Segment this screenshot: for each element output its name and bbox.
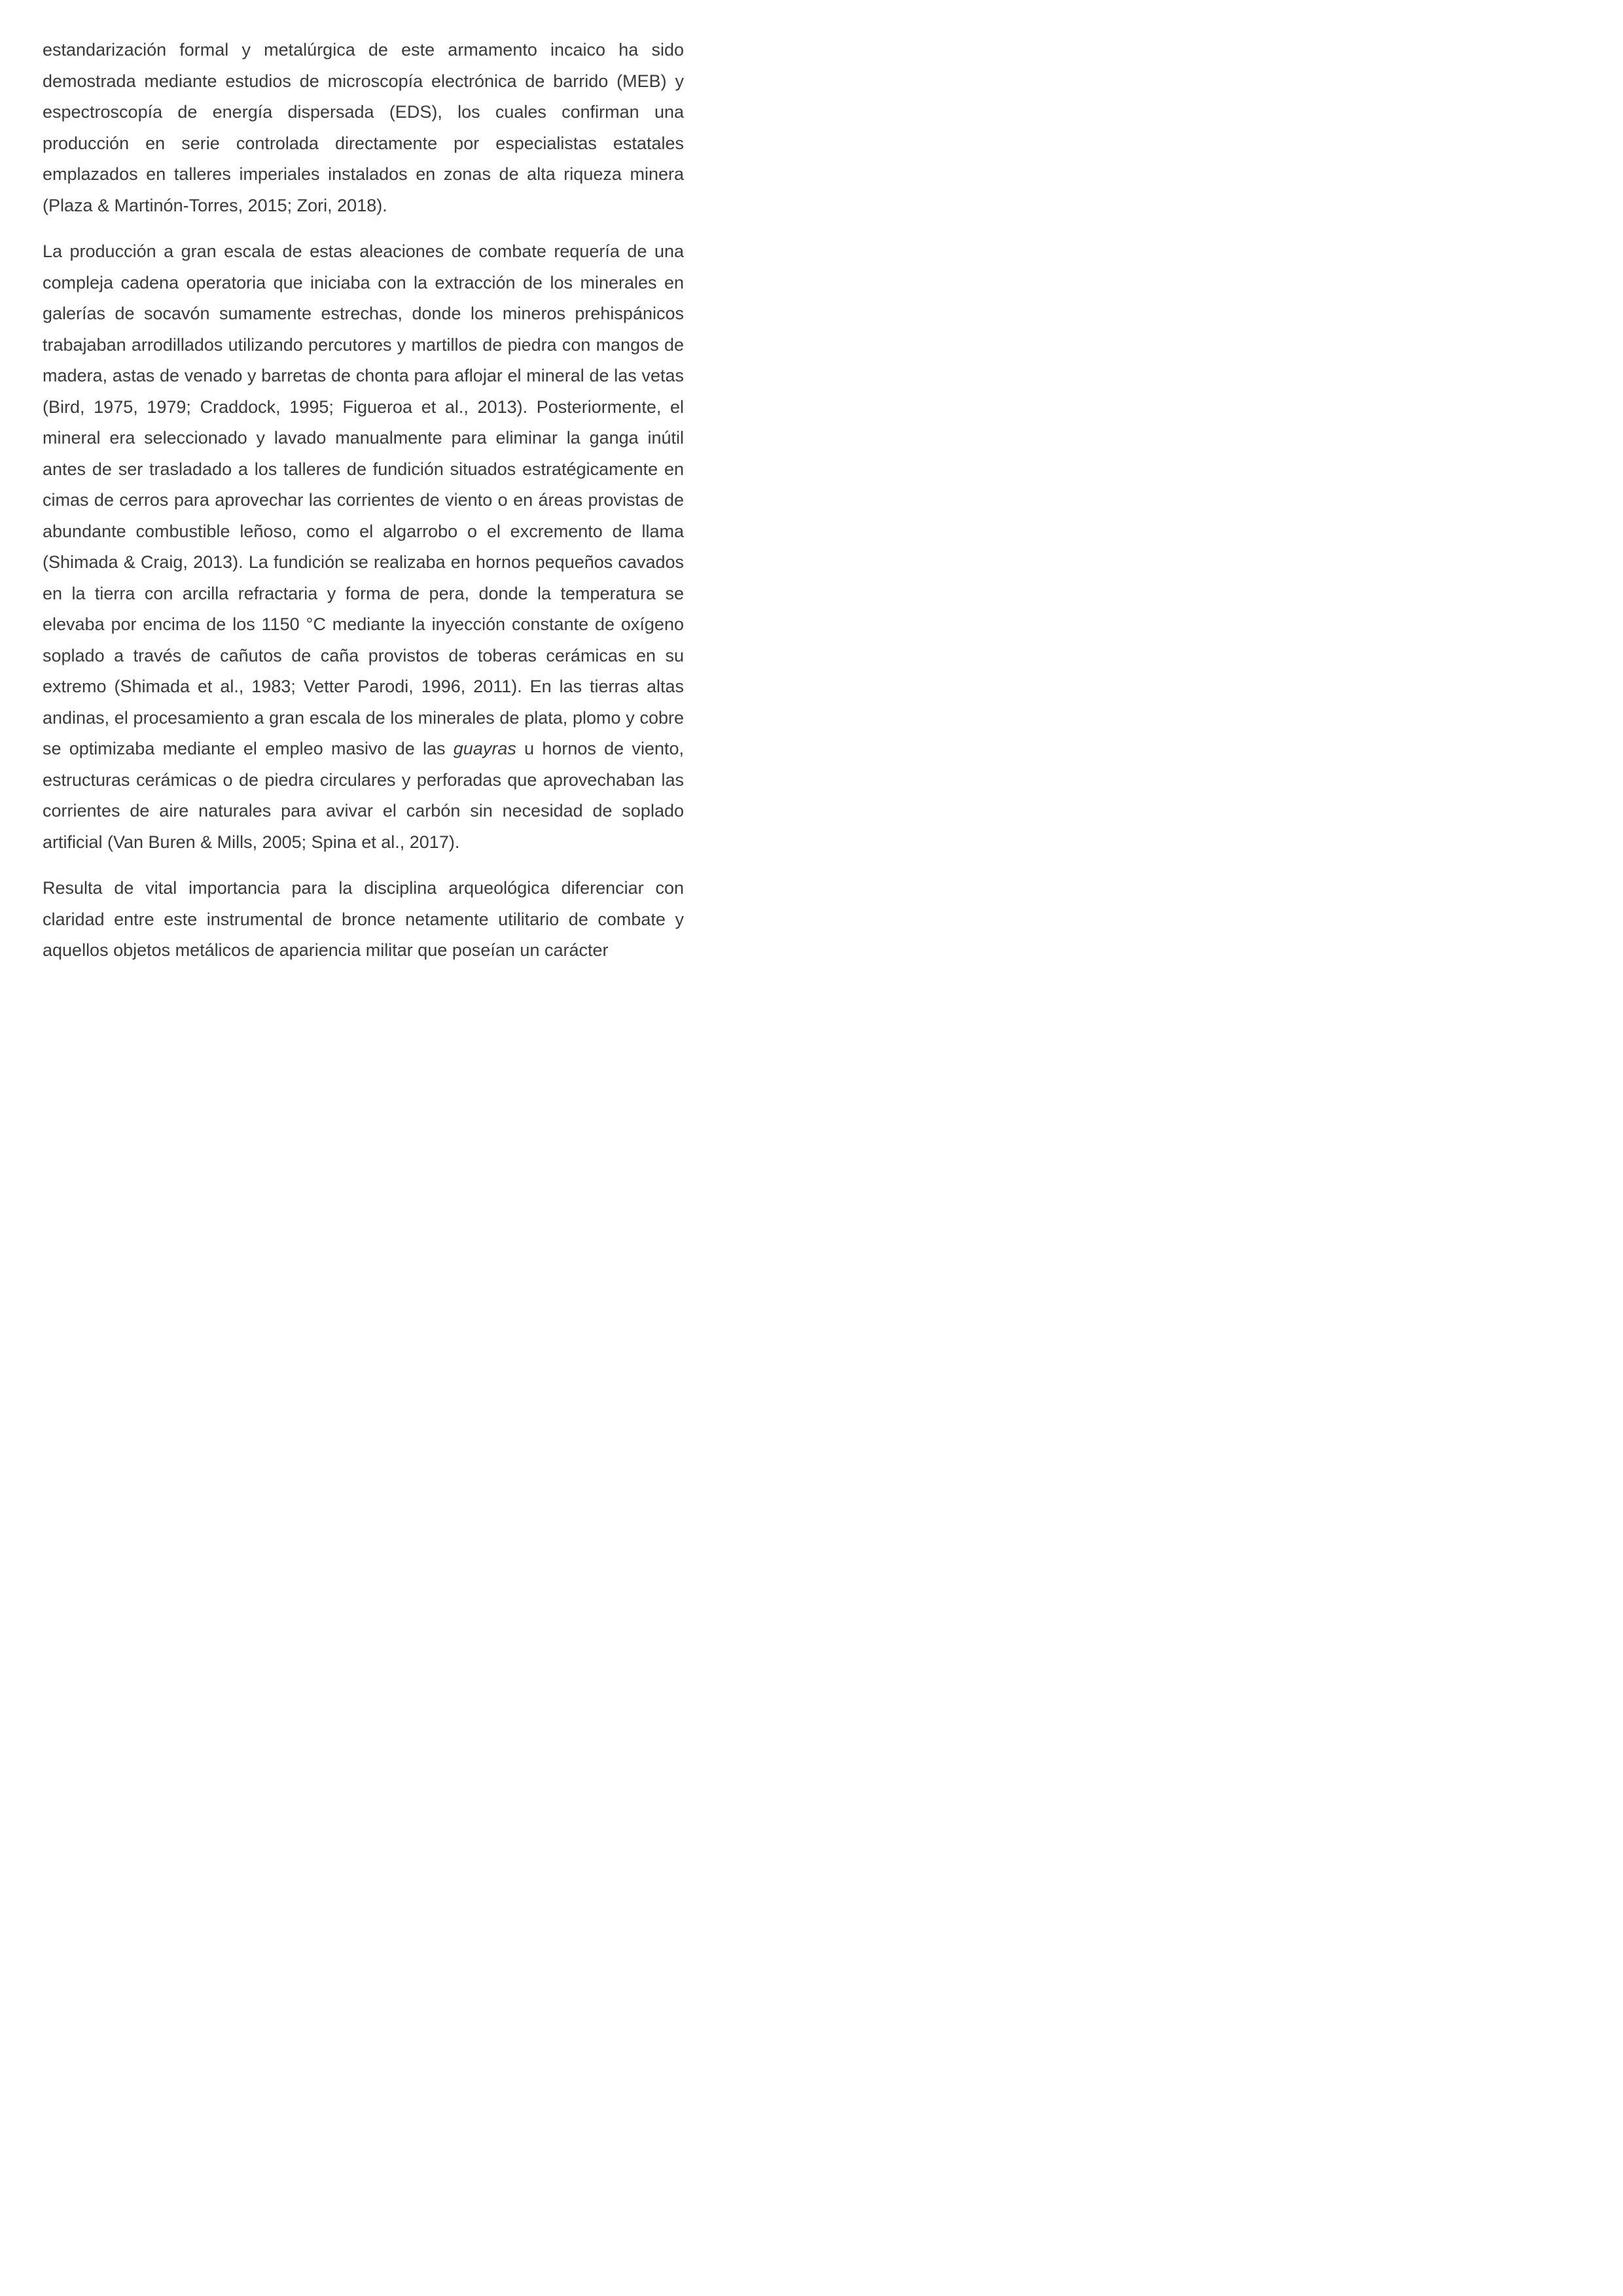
paragraph-2-text-before: La producción a gran escala de estas aleaciones de combate requería de una compleja cadena operatoria que iniciaba con la extracción de los minerales en galerías de socavón sumamente estrechas, donde los mineros prehispánicos trabajaban arrodillados utilizando percutores y martillos de piedra con mangos de madera, astas de venado y barretas de chonta para aflojar el mineral de las vetas (Bird, 1975, 1979; Craddock, 1995; Figueroa et al., 2013). Posteriormente, el mineral era seleccionado y lavado manualmente para eliminar la ganga inútil antes de ser trasladado a los talleres de fundición situados estratégicamente en cimas de cerros para aprovechar las corrientes de viento o en áreas provistas de abundante combustible leñoso, como el algarrobo o el excremento de llama (Shimada & Craig, 2013). La fundición se realizaba en hornos pequeños cavados en la tierra con arcilla refractaria y forma de pera, donde la temperatura se elevaba por encima de los 1150 °C mediante la inyección constante de oxígeno soplado a través de cañutos de caña provistos de toberas cerámicas en su extremo (Shimada et al., 1983; Vetter Parodi, 1996, 2011). En las tierras altas andinas, el procesamiento a gran escala de los minerales de plata, plomo y cobre se optimizaba mediante el empleo masivo de las <box>43 241 684 758</box>
paragraph-2 <box>43 236 684 858</box>
paragraph-2-text-after: u hornos de viento, estructuras cerámicas o de piedra circulares y perforadas que aprovechaban las corrientes de aire naturales para avivar el carbón sin necesidad de soplado artificial (Van Buren & Mills, 2005; Spina et al., 2017). <box>43 739 684 852</box>
italic-term-guayras: guayras <box>453 739 516 758</box>
paragraph-3: Resulta de vital importancia para la disciplina arqueológica diferenciar con claridad entre este instrumental de bronce netamente utilitario de combate y aquellos objetos metálicos de apariencia militar que poseían un carácter <box>43 878 684 960</box>
paragraph-1: estandarización formal y metalúrgica de este armamento incaico ha sido demostrada mediante estudios de microscopía electrónica de barrido (MEB) y espectroscopía de energía dispersada (EDS), los cuales confirman una producción en serie controlada directamente por especialistas estatales emplazados en talleres imperiales instalados en zonas de alta riqueza minera (Plaza & Martinón-Torres, 2015; Zori, 2018). <box>43 40 684 215</box>
document-page <box>43 35 684 966</box>
